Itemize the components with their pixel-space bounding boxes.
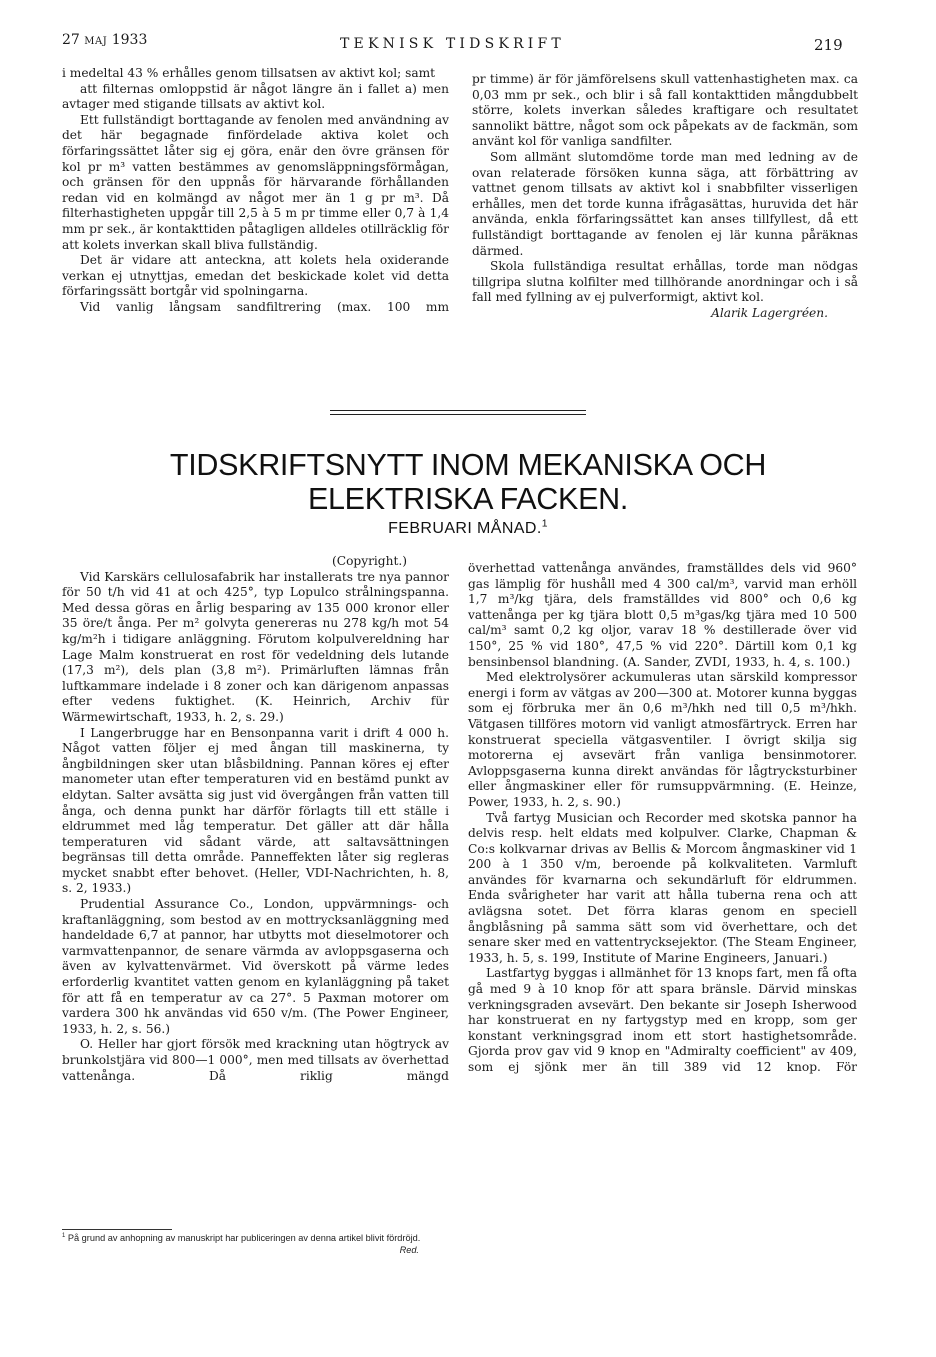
article-right-column <box>468 561 857 1076</box>
footnote-divider <box>62 1229 172 1230</box>
paragraph: O. Heller har gjort försök med krackning utan högtryck av brunkolstjära vid 800—1 000°, men med tillsats av överhettad vattenånga. Då riklig mängd <box>62 1037 449 1083</box>
paragraph: Vid Karskärs cellulosafabrik har installerats tre nya pannor för 50 t/h vid 41 at och 425°, typ Lopulco strålningspanna. Med dessa göras en årlig besparing av 135 000 kronor eller 35 öre/t ånga. Per m² golvyta genereras nu 278 kg/h mot 54 kg/m²h i tidigare anläggning. Förutom kolpulvereldning har Lage Malm konstruerat en rost för vedeldning dels lutande (17,3 m²), dels plan (3,8 m²). Primärluften lämnas från luftkammare indelade i 8 zoner och kan därigenom anpassas efter vedens fuktighet. (K. Heinrich, Archiv für Wärmewirtschaft, 1933, h. 2, s. 29.) <box>62 569 449 724</box>
paragraph: Prudential Assurance Co., London, uppvärmnings- och kraftanläggning, som bestod av en mottrycksanläggning med handeldade 6,7 at pannor, har utbytts mot dieselmotorer och varmvattenpannor, de senare värmda av avloppsgaserna och även av kylvattenvärmet. Vid överskott på värme ledes erforderlig kvantitet vatten genom en kylanläggning på taket för att få en temperatur av ca 27°. 5 Paxman motorer om vardera 300 hk användas vid 650 v/m. (The Power Engineer, 1933, h. 2, s. 56.) <box>62 897 449 1036</box>
subtitle-text: FEBRUARI MÅNAD. <box>388 520 542 537</box>
paragraph <box>62 82 449 113</box>
prev-article-left-column <box>62 66 449 316</box>
paragraph: Två fartyg Musician och Recorder med skotska pannor ha delvis resp. helt eldats med kolpulver. Clarke, Chapman & Co:s kolkvarnar drivas av Bellis & Morcom ångmaskiner vid 1 200 à 1 350 v/m, beroende på kolkvaliteten. Varmluft användes för kvarnarna och sekundärluft för eldrummen. Enda svårigheter har varit att hålla tuberna rena och att avlägsna sotet. Det förra klaras genom en speciell ångblåsning på samma sätt som vid överhettare, och det senare sker med en vattentrycksejektor. (The Steam Engineer, 1933, h. 5, s. 199, Institute of Marine Engineers, Januari.) <box>468 810 857 965</box>
paragraph: Vid vanlig långsam sandfiltrering (max. 100 mm <box>80 299 449 314</box>
paragraph-text: att filternas omloppstid är något längre än i fallet a) men avtager med stigande tillsats av aktivt kol. <box>62 81 449 112</box>
header-month: MAJ <box>84 36 108 47</box>
article-title-line2: ELEKTRISKA FACKEN. <box>307 482 629 516</box>
footnote-mark: 1 <box>541 518 548 530</box>
footnote <box>62 1232 449 1256</box>
author-signature: Alarik Lagergréen. <box>711 305 828 320</box>
article-left-column <box>62 554 449 1084</box>
footnote-signature: Red. <box>399 1245 419 1255</box>
section-divider <box>330 410 586 411</box>
footnote-number: 1 <box>62 1232 66 1239</box>
paragraph: I Langerbrugge har en Bensonpanna varit i drift 4 000 h. Något vatten följer ej med ångan till maskinerna, ty ångbildningen sker utan blåsbildning. Pannan köres ej efter manometer utan efter temperaturen vid en bestämd punkt av eldytan. Salter avsätta sig just vid övergången från vatten till ånga, och denna punkt har därför förlagts till ett ställe i eldrummet med låg temperatur. Det gäller att där hålla temperaturen vid sådant värde, att saltavsättningen begränsas till detta område. Panneffekten låter sig regleras mycket snabbt efter behovet. (Heller, VDI-Nachrichten, h. 8, s. 2, 1933.) <box>62 725 449 896</box>
paragraph: Lastfartyg byggas i allmänhet för 13 knops fart, men få ofta gå med 9 à 10 knop för att spara bränsle. Därvid minskas verkningsgraden avsevärt. Den bekante sir Joseph Isherwood har konstruerat en ny fartygstyp med en kropp, som ger konstant verkningsgrad inom ett stort hastighetsområde. Gjorda prov gav vid 9 knop en "Admiralty coefficient" av 409, som ej sjönk mer än till 389 vid 12 knop. För <box>468 966 857 1074</box>
journal-title: TEKNISK TIDSKRIFT <box>340 36 565 52</box>
paragraph: Det är vidare att anteckna, att kolets hela oxiderande verkan ej utnyttjas, emedan det beskickade kolet vid detta förfaringssätt bortgår vid spolningarna. <box>62 253 449 299</box>
paragraph: pr timme) är för jämförelsens skull vattenhastigheten max. ca 0,03 mm pr sek., och blir i så fall kontakttiden mångdubbelt större, kolets inverkan således kraftigare och resultatet sannolikt bättre, något som ock påpekats av de fackmän, som använt kol för vanliga sandfilter. <box>472 72 858 149</box>
section-divider <box>330 414 586 415</box>
header-day: 27 <box>62 32 80 48</box>
paragraph: överhettad vattenånga användes, framställdes dels vid 960° gas lämplig för hushåll med 4 300 cal/m³, varvid man erhöll 1,7 m³/kg tjära, dels framställdes vid 800° och 0,6 kg vattenånga per kg tjära blott 0,5 m³gas/kg tjära med 10 500 cal/m³ samt 0,2 kg oljor, varav 18 % destillerade över vid 150°, 25 % vid 180°, 47,5 % vid 220°. Därtill kom 0,1 kg bensinbensol blandning. (A. Sander, ZVDI, 1933, h. 4, s. 100.) <box>468 561 857 669</box>
article-title-line1: TIDSKRIFTSNYTT INOM MEKANISKA OCH <box>169 448 767 482</box>
paragraph: i medeltal 43 % erhålles genom tillsatsen av aktivt kol; samt <box>62 66 436 80</box>
prev-article-right-column <box>472 72 858 322</box>
copyright-notice: (Copyright.) <box>331 554 407 568</box>
paragraph <box>472 259 858 320</box>
paragraph: Som allmänt slutomdöme torde man med ledning av de ovan relaterade försöken kunna säga, att förbättring av vattnet genom tillsats av aktivt kol i snabbfilter visserligen erhålles, men det torde kunna ifrågasättas, huruvida det här använda, enkla förfaringssättet kan anses tillfyllest, då ett fullständigt borttagande av fenolen ej lär kunna påräknas därmed. <box>472 149 858 258</box>
page-number: 219 <box>814 36 843 54</box>
article-subtitle <box>0 520 936 538</box>
footnote-text: På grund av anhopning av manuskript har publiceringen av denna artikel blivit fördröjd. <box>67 1233 421 1243</box>
header-year: 1933 <box>111 32 148 48</box>
header-date <box>62 32 147 48</box>
paragraph: Med elektrolysörer ackumuleras utan särskild kompressor energi i form av vätgas av 200—300 at. Motorer kunna byggas som ej förbruka mer än 0,6 m³/hkh ned till 0,5 m³/hkh. Vätgasen tillföres motorn vid vanligt atmosfärtryck. Erren har konstruerat speciella vätgasventiler. I övrigt skilja sig motorerna ej avsevärt från vanliga bensinmotorer. Avloppsgaserna kunna direkt användas för lågtrycksturbiner eller ångmaskiner eller för rumsuppvärmning. (E. Heinze, Power, 1933, h. 2, s. 90.) <box>468 670 857 809</box>
paragraph: Ett fullständigt borttagande av fenolen med användning av det här begagnade finfördelade aktiva kolet och förfaringssättet låter sig ej göra, enär den övre gränsen för kol pr m³ vatten bestämmes av genomsläppningsförmågan, och gränsen för den uppnås för härvarande förhållanden redan vid en kolmängd av något mer än 1 g pr m³. Då filterhastigheten uppgår till 2,5 à 5 m pr timme eller 0,7 à 1,4 mm pr sek., är kontakttiden påtagligen alldeles otillräcklig för att kolets inverkan skall bliva fullständig. <box>62 112 449 252</box>
paragraph-text: Skola fullständiga resultat erhållas, torde man nödgas tillgripa slutna kolfilter med tillhörande anordningar och i så fall med fyllning av ej pulverformigt, aktivt kol. <box>472 259 858 305</box>
